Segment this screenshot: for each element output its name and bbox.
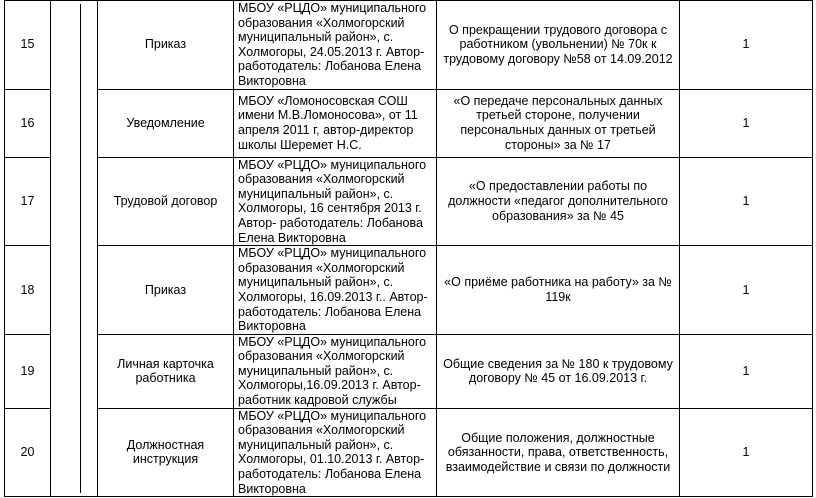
document-source-cell <box>234 246 437 335</box>
document-description-cell <box>437 157 680 246</box>
document-count-cell: 1 <box>680 157 813 246</box>
document-source-cell <box>234 89 437 157</box>
column-divider <box>80 4 81 493</box>
document-description-cell <box>437 246 680 335</box>
document-source-text: МБОУ «РЦДО» муниципального образования «Холмогорский муниципальный район», с. Холмогоры, 16.09.2013 г.. Автор-работодатель: Лобанова Елена Викторовна <box>238 246 428 334</box>
document-description-text: «О предоставлении работы по должности «педагог дополнительного образования» за № 45 <box>448 179 668 223</box>
document-description-text: Общие сведения за № 180 к трудовому договору № 45 от 16.09.2013 г. <box>443 356 673 386</box>
document-register-table <box>4 0 813 497</box>
document-description-text: «О приёме работника на работу» за № 119к <box>444 275 672 304</box>
document-count-cell: 1 <box>680 1 813 90</box>
document-source-text: МБОУ «Ломоносовская СОШ имени М.В.Ломоносова», от 11 апреля 2011 г, автор-директор школы Шеремет Н.С. <box>238 93 418 152</box>
document-description-text: «О передаче персональных данных третьей стороне, получении персональных данных от третьей стороны» за № 17 <box>453 93 663 152</box>
row-number: 18 <box>5 246 51 335</box>
document-description-cell <box>437 1 680 90</box>
document-source-text: МБОУ «РЦДО» муниципального образования «Холмогорский муниципальный район», с. Холмогоры, 16 сентября 2013 г. Автор- работодатель: Лобанова Елена Викторовна <box>238 157 427 245</box>
row-number: 16 <box>5 89 51 157</box>
document-type-cell: Уведомление <box>98 89 234 157</box>
row-number: 20 <box>5 408 51 497</box>
document-description-text: О прекращении трудового договора с работником (увольнении) № 70к к трудовому договору №58 от 14.09.2012 <box>443 22 673 67</box>
document-source-cell <box>234 408 437 497</box>
document-description-cell <box>437 334 680 408</box>
document-type-cell: Личная карточка работника <box>98 334 234 408</box>
document-source-text: МБОУ «РЦДО» муниципального образования «Холмогорский муниципальный район», с. Холмогоры, 01.10.2013 г. Автор-работодатель: Лобанова Елена Викторовна <box>238 408 427 496</box>
table-row <box>5 1 813 90</box>
document-source-cell <box>234 157 437 246</box>
table-row <box>5 246 813 335</box>
document-source-text: МБОУ «РЦДО» муниципального образования «Холмогорский муниципальный район», с. Холмогоры,16.09.2013 г. Автор-работник кадровой службы <box>238 334 427 408</box>
document-count-cell: 1 <box>680 89 813 157</box>
document-source-cell <box>234 334 437 408</box>
blank-column <box>51 1 98 497</box>
table-row <box>5 408 813 497</box>
table-row <box>5 334 813 408</box>
document-description-text: Общие положения, должностные обязанности, права, ответственность, взаимодействие и связи по должности <box>445 430 671 474</box>
table-row <box>5 89 813 157</box>
table-row <box>5 157 813 246</box>
document-type-cell: Трудовой договор <box>98 157 234 246</box>
document-count-cell: 1 <box>680 334 813 408</box>
row-number: 15 <box>5 1 51 90</box>
document-type-cell: Приказ <box>98 1 234 90</box>
document-source-text: МБОУ «РЦДО» муниципального образования «Холмогорский муниципальный район», с. Холмогоры, 24.05.2013 г. Автор-работодатель: Лобанова Елена Викторовна <box>238 1 427 88</box>
row-number: 19 <box>5 334 51 408</box>
document-count-cell: 1 <box>680 246 813 335</box>
document-description-cell <box>437 408 680 497</box>
document-type-cell: Должностная инструкция <box>98 408 234 497</box>
document-description-cell <box>437 89 680 157</box>
document-type-cell: Приказ <box>98 246 234 335</box>
row-number: 17 <box>5 157 51 246</box>
document-count-cell: 1 <box>680 408 813 497</box>
document-source-cell <box>234 1 437 90</box>
